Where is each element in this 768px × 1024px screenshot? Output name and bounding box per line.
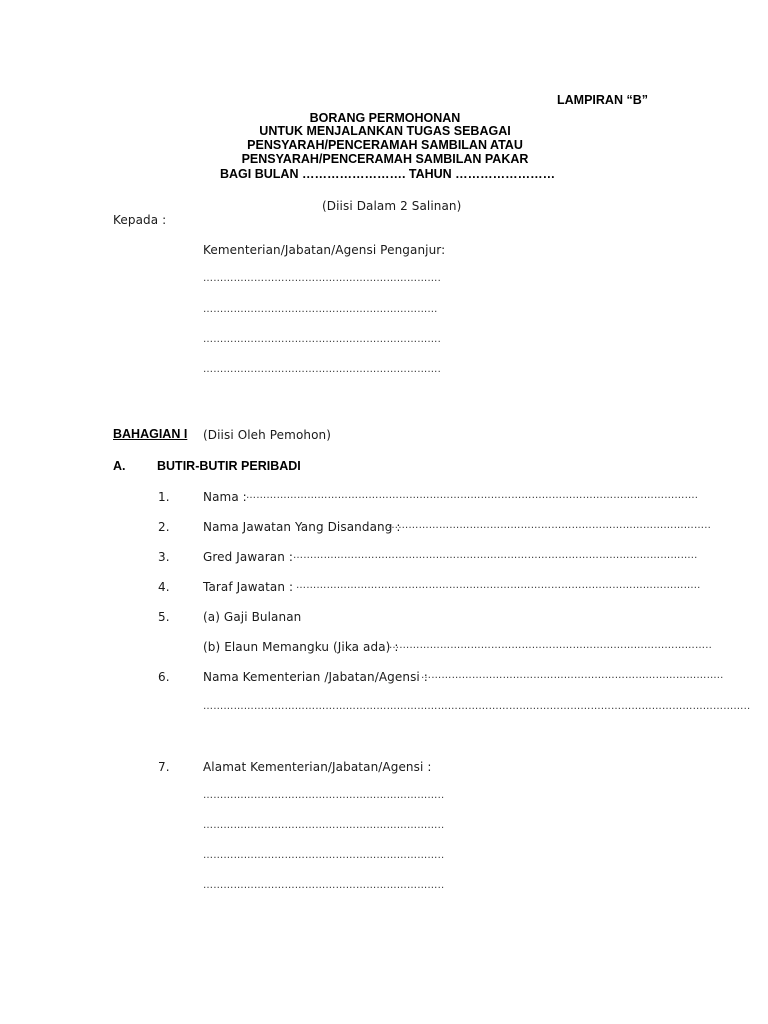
appendix-label: LAMPIRAN “B”: [557, 93, 648, 107]
item-label-ministry-address: Alamat Kementerian/Jabatan/Agensi :: [203, 760, 432, 774]
address-line-1: ……………………………………………………………..: [203, 790, 445, 801]
address-line-4: ……………………………………………………………..: [203, 880, 445, 891]
to-label: Kepada :: [113, 213, 167, 227]
item-number-2: 2.: [158, 520, 170, 534]
form-title-line-1: BORANG PERMOHONAN: [309, 111, 461, 125]
item-dots-ministry-name: ……………………………………………………………………………..: [421, 670, 724, 681]
item-label-acting-allowance: (b) Elaun Memangku (Jika ada) :: [203, 640, 399, 654]
organizer-line-3: …………………………………………………………….: [203, 334, 441, 345]
item-dots-ministry-name-2: ……………………………………………………………………………………………………………………………………………..: [203, 701, 751, 712]
item-dots-name: …………………………………………………………………………………………………………………….: [246, 490, 699, 501]
item-number-1: 1.: [158, 490, 170, 504]
item-number-6: 6.: [158, 670, 170, 684]
form-title-line-3: PENSYARAH/PENCERAMAH SAMBILAN ATAU: [247, 138, 523, 152]
address-line-2: ……………………………………………………………..: [203, 820, 445, 831]
item-label-monthly-salary: (a) Gaji Bulanan: [203, 610, 302, 624]
item-dots-acting-allowance: …………………………………………………………………………………..: [389, 640, 712, 651]
item-label-name: Nama :: [203, 490, 247, 504]
item-dots-grade: ………………………………………………………………………………………………………..: [293, 550, 698, 561]
item-label-position: Nama Jawatan Yang Disandang :: [203, 520, 401, 534]
organizer-label: Kementerian/Jabatan/Agensi Penganjur:: [203, 243, 446, 257]
part1-note: (Diisi Oleh Pemohon): [203, 428, 332, 442]
organizer-line-4: …………………………………………………………….: [203, 364, 441, 375]
item-dots-status: ………………………………………………………………………………………………………..: [296, 580, 701, 591]
organizer-line-2: ……………………………………………………………: [203, 304, 438, 315]
item-dots-position: …………………………………………………………………………………..: [388, 520, 711, 531]
part1-heading: BAHAGIAN I: [113, 427, 188, 441]
form-title-line-2: UNTUK MENJALANKAN TUGAS SEBAGAI: [259, 124, 511, 138]
form-title-line-5: BAGI BULAN ……………………. TAHUN ……………………: [220, 167, 556, 181]
item-number-3: 3.: [158, 550, 170, 564]
form-title-line-4: PENSYARAH/PENCERAMAH SAMBILAN PAKAR: [241, 152, 529, 166]
section-a-title: BUTIR-BUTIR PERIBADI: [157, 459, 301, 473]
item-number-5: 5.: [158, 610, 170, 624]
copies-note: (Diisi Dalam 2 Salinan): [322, 199, 462, 213]
organizer-line-1: …………………………………………………………….: [203, 273, 441, 284]
item-label-grade: Gred Jawaran :: [203, 550, 293, 564]
item-number-4: 4.: [158, 580, 170, 594]
item-number-7: 7.: [158, 760, 170, 774]
item-label-status: Taraf Jawatan :: [203, 580, 294, 594]
section-a-letter: A.: [113, 459, 126, 473]
item-label-ministry-name: Nama Kementerian /Jabatan/Agensi :: [203, 670, 428, 684]
address-line-3: ……………………………………………………………..: [203, 850, 445, 861]
